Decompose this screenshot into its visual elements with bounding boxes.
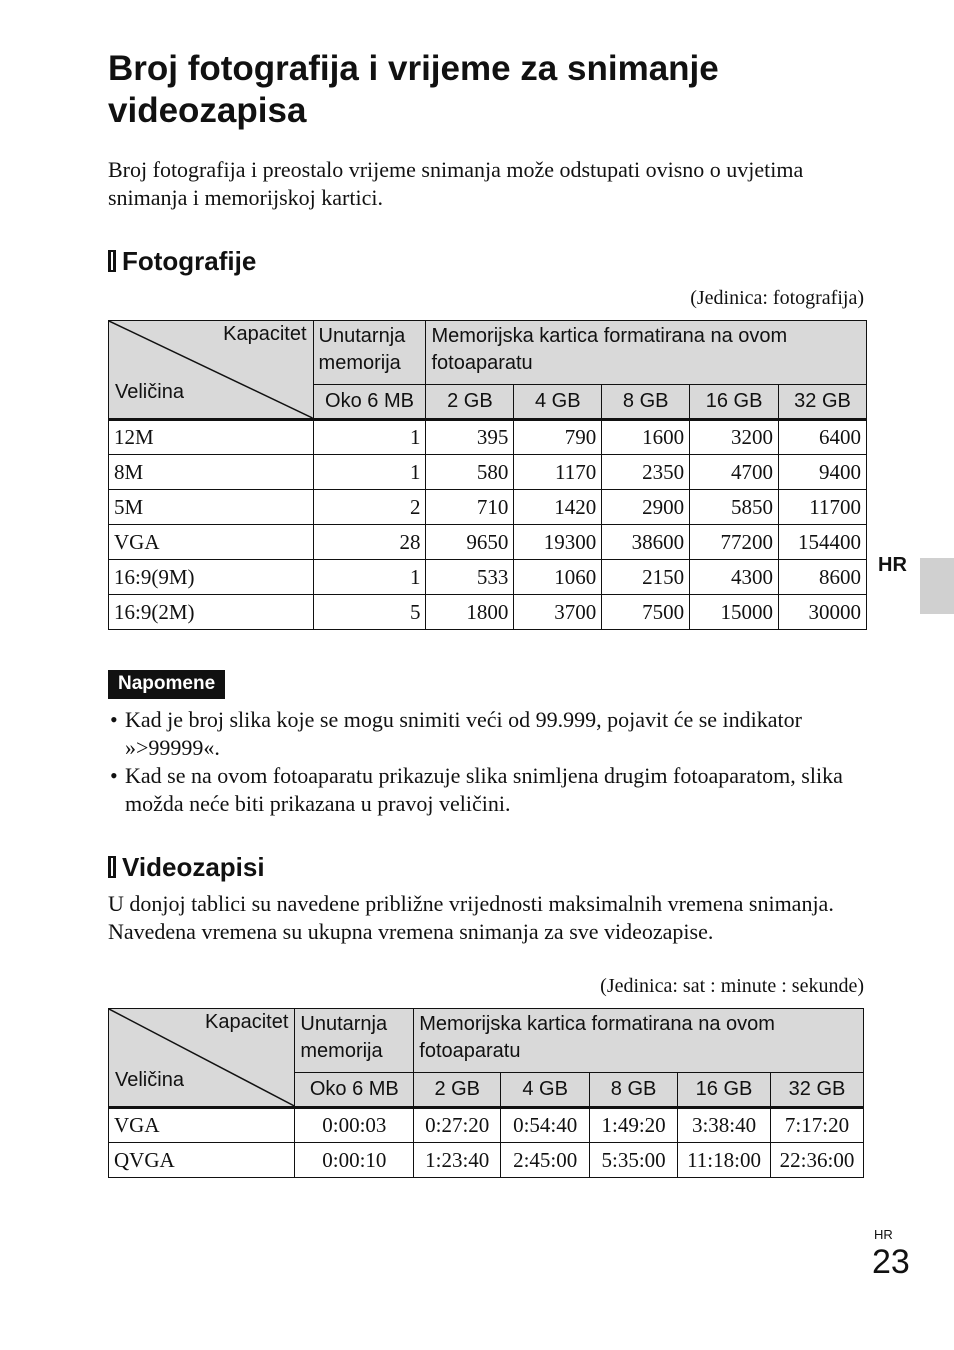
table-cell: 1:23:40	[414, 1143, 501, 1178]
table-cell: 3200	[690, 420, 779, 455]
table-cell: 38600	[602, 525, 690, 560]
table-row	[109, 455, 867, 490]
row-label: 8M	[109, 455, 314, 490]
corner-size-label: Veličina	[115, 1069, 184, 1091]
table-cell: 77200	[690, 525, 779, 560]
row-label: VGA	[109, 525, 314, 560]
photos-unit-note: (Jedinica: fotografija)	[690, 287, 864, 309]
language-side-tab	[920, 558, 954, 614]
table-cell: 0:54:40	[501, 1108, 590, 1143]
table-cell: 1420	[514, 490, 602, 525]
section-heading-videos	[108, 852, 265, 882]
photos-corner-cell	[109, 321, 314, 420]
row-label: 16:9(9M)	[109, 560, 314, 595]
column-header: Oko 6 MB	[313, 385, 426, 420]
table-cell: 30000	[779, 595, 867, 630]
table-cell: 1060	[514, 560, 602, 595]
language-side-label: HR	[878, 554, 907, 576]
table-row	[109, 560, 867, 595]
table-cell: 0:00:10	[295, 1143, 414, 1178]
table-cell: 5850	[690, 490, 779, 525]
table-cell: 0:00:03	[295, 1108, 414, 1143]
table-cell: 1800	[426, 595, 514, 630]
column-header: Oko 6 MB	[295, 1073, 414, 1108]
table-cell: 5:35:00	[590, 1143, 678, 1178]
page-language: HR	[874, 1227, 893, 1242]
table-row	[109, 1143, 864, 1178]
table-row	[109, 595, 867, 630]
memory-card-header: Memorijska kartica formatirana na ovom fotoaparatu	[414, 1009, 864, 1073]
table-cell: 22:36:00	[771, 1143, 864, 1178]
section-heading-videos-text: Videozapisi	[122, 852, 265, 882]
notes-badge: Napomene	[108, 670, 225, 699]
column-header: 8 GB	[590, 1073, 678, 1108]
table-cell: 2150	[602, 560, 690, 595]
section-marker-icon	[108, 250, 116, 272]
table-row	[109, 1108, 864, 1143]
videos-unit-note: (Jedinica: sat : minute : sekunde)	[600, 975, 864, 997]
table-cell: 1	[313, 420, 426, 455]
table-cell: 0:27:20	[414, 1108, 501, 1143]
row-label: 12M	[109, 420, 314, 455]
internal-memory-header: Unutarnja memorija	[295, 1009, 414, 1073]
table-cell: 154400	[779, 525, 867, 560]
column-header: 32 GB	[779, 385, 867, 420]
table-cell: 395	[426, 420, 514, 455]
table-cell: 11:18:00	[678, 1143, 771, 1178]
table-cell: 9650	[426, 525, 514, 560]
table-cell: 8600	[779, 560, 867, 595]
table-cell: 3700	[514, 595, 602, 630]
table-cell: 28	[313, 525, 426, 560]
table-cell: 19300	[514, 525, 602, 560]
column-header: 2 GB	[426, 385, 514, 420]
column-header: 4 GB	[501, 1073, 590, 1108]
page-title: Broj fotografija i vrijeme za snimanje videozapisa	[108, 49, 719, 130]
table-row	[109, 420, 867, 455]
table-cell: 580	[426, 455, 514, 490]
table-cell: 1170	[514, 455, 602, 490]
row-label: 5M	[109, 490, 314, 525]
notes-list	[108, 706, 868, 818]
table-cell: 6400	[779, 420, 867, 455]
column-header: 16 GB	[678, 1073, 771, 1108]
table-row	[109, 525, 867, 560]
page-number: 23	[872, 1243, 910, 1281]
table-cell: 1	[313, 560, 426, 595]
table-cell: 7500	[602, 595, 690, 630]
column-header: 8 GB	[602, 385, 690, 420]
table-cell: 710	[426, 490, 514, 525]
table-cell: 1:49:20	[590, 1108, 678, 1143]
section-heading-photos-text: Fotografije	[122, 246, 257, 276]
videos-corner-cell	[109, 1009, 295, 1108]
note-item: • Kad je broj slika koje se mogu snimiti veći od 99.999, pojavit će se indikator »>99999«.	[110, 707, 802, 760]
table-cell: 2900	[602, 490, 690, 525]
table-cell: 4700	[690, 455, 779, 490]
corner-capacity-label: Kapacitet	[205, 1011, 289, 1033]
intro-paragraph: Broj fotografija i preostalo vrijeme snimanja može odstupati ovisno o uvjetima snimanja i memorijskoj kartici.	[108, 157, 804, 210]
row-label: VGA	[109, 1108, 295, 1143]
corner-size-label: Veličina	[115, 381, 184, 403]
memory-card-header: Memorijska kartica formatirana na ovom fotoaparatu	[426, 321, 867, 385]
internal-memory-header: Unutarnja memorija	[313, 321, 426, 385]
section-marker-icon	[108, 856, 116, 878]
table-cell: 7:17:20	[771, 1108, 864, 1143]
videos-table	[108, 1008, 864, 1178]
section-heading-photos	[108, 246, 256, 276]
note-item: • Kad se na ovom fotoaparatu prikazuje slika snimljena drugim fotoaparatom, slika možda neće biti prikazana u pravoj veličini.	[110, 763, 843, 816]
table-cell: 1600	[602, 420, 690, 455]
table-cell: 2	[313, 490, 426, 525]
row-label: QVGA	[109, 1143, 295, 1178]
column-header: 2 GB	[414, 1073, 501, 1108]
table-cell: 533	[426, 560, 514, 595]
column-header: 16 GB	[690, 385, 779, 420]
table-row	[109, 490, 867, 525]
table-cell: 790	[514, 420, 602, 455]
table-cell: 9400	[779, 455, 867, 490]
table-cell: 3:38:40	[678, 1108, 771, 1143]
corner-capacity-label: Kapacitet	[223, 323, 307, 345]
table-cell: 1	[313, 455, 426, 490]
videos-intro-paragraph: U donjoj tablici su navedene približne vrijednosti maksimalnih vremena snimanja. Navedena vremena su ukupna vremena snimanja za sve videozapise.	[108, 891, 834, 944]
table-cell: 15000	[690, 595, 779, 630]
table-cell: 5	[313, 595, 426, 630]
table-cell: 2:45:00	[501, 1143, 590, 1178]
table-cell: 4300	[690, 560, 779, 595]
photos-table	[108, 320, 867, 630]
column-header: 4 GB	[514, 385, 602, 420]
column-header: 32 GB	[771, 1073, 864, 1108]
table-cell: 2350	[602, 455, 690, 490]
table-cell: 11700	[779, 490, 867, 525]
row-label: 16:9(2M)	[109, 595, 314, 630]
